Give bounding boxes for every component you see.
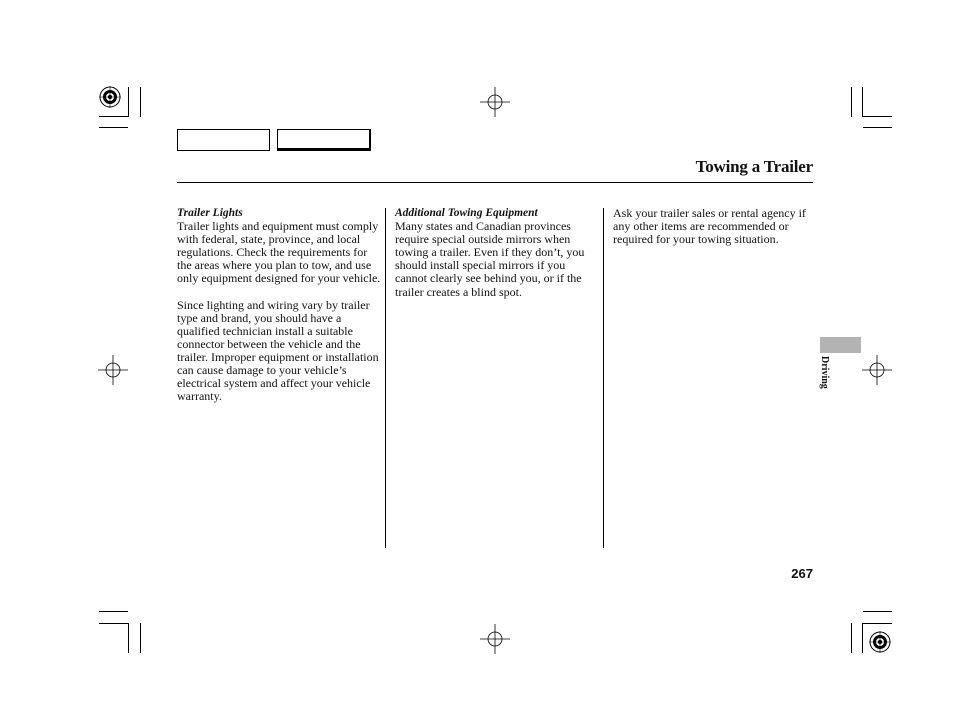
crosshair-icon bbox=[98, 355, 128, 385]
header-rule bbox=[177, 182, 813, 183]
nav-box-1 bbox=[177, 129, 270, 151]
column-divider bbox=[603, 208, 604, 548]
page-title: Towing a Trailer bbox=[695, 157, 813, 176]
section-label: Driving bbox=[819, 356, 830, 389]
paragraph: Ask your trailer sales or rental agency if any other items are recommended or required for your towing situation. bbox=[613, 206, 806, 247]
nav-box-2 bbox=[277, 129, 371, 151]
column-additional-equipment bbox=[395, 207, 599, 312]
crosshair-icon bbox=[480, 624, 510, 654]
section-heading: Trailer Lights bbox=[177, 207, 243, 219]
crosshair-icon bbox=[480, 87, 510, 117]
column-other-items bbox=[613, 207, 813, 259]
paragraph: Many states and Canadian provinces require special outside mirrors when towing a trailer. Even if they don’t, you should install special mirrors if you cannot clearly see behind you, or if the trailer creates a blind spot. bbox=[395, 219, 585, 299]
crosshair-icon bbox=[862, 355, 892, 385]
registration-target-icon bbox=[869, 631, 891, 653]
column-trailer-lights bbox=[177, 207, 383, 417]
section-heading: Additional Towing Equipment bbox=[395, 207, 538, 219]
page-number: 267 bbox=[791, 566, 813, 581]
section-tab bbox=[820, 337, 861, 353]
registration-target-icon bbox=[99, 86, 121, 108]
paragraph: Since lighting and wiring vary by trailer type and brand, you should have a qualified technician install a suitable connector between the vehicle and the trailer. Improper equipment or installation can cause damage to your vehicle’s electrical system and affect your vehicle warranty. bbox=[177, 297, 379, 404]
column-divider bbox=[385, 208, 386, 548]
paragraph: Trailer lights and equipment must comply with federal, state, province, and local regulations. Check the requirements for the areas where you plan to tow, and use only equipment designed for your vehicle. bbox=[177, 219, 381, 286]
